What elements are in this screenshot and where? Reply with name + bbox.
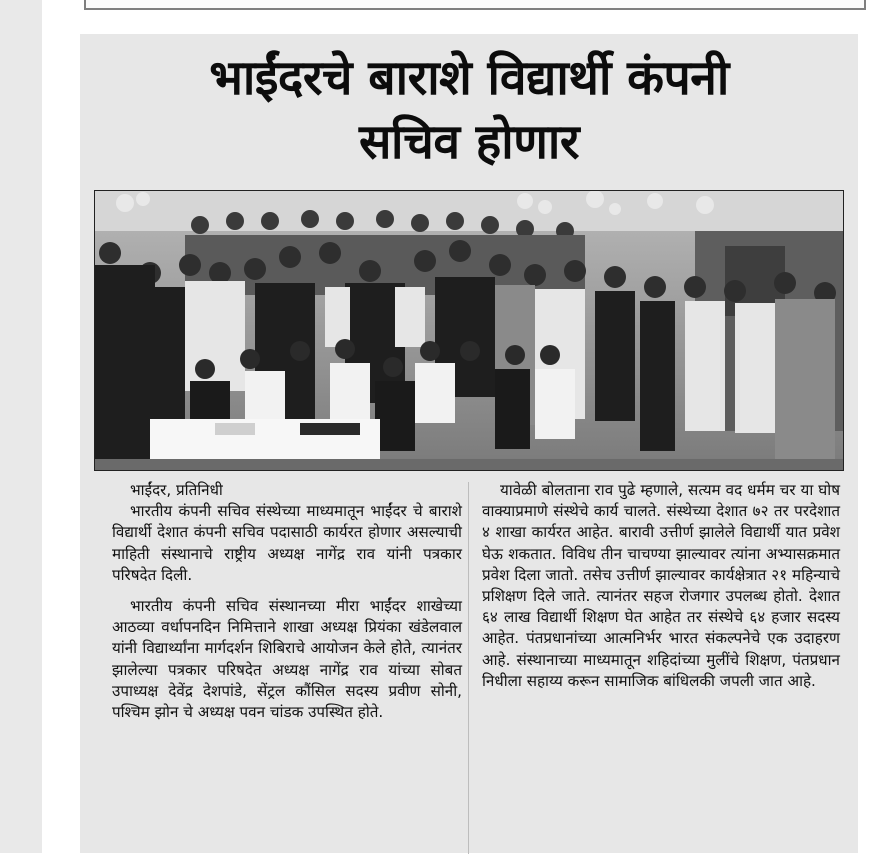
group-photo — [94, 190, 844, 471]
headline-line-2: सचिव होणार — [359, 114, 579, 170]
headline-line-1: भाईंदरचे बाराशे विद्यार्थी कंपनी — [209, 50, 729, 106]
article-paragraph: भारतीय कंपनी सचिव संस्थानच्या मीरा भाईंदर शाखेच्या आठव्या वर्धापनदिन निमित्ताने शाखा अध्यक्ष प्रियंका खंडेलवाल यांनी विद्यार्थ्यांना मार्गदर्शन शिबिराचे आयोजन केले होते, त्यानंतर झालेल्या पत्रकार परिषदेत अध्यक्ष नागेंद्र राव यांच्या सोबत उपाध्यक्ष देवेंद्र देशपांडे, सेंट्रल कौंसिल सदस्य प्रवीण सोनी, पश्चिम झोन चे अध्यक्ष पवन चांडक उपस्थित होते. — [112, 597, 462, 722]
article-paragraph: यावेळी बोलताना राव पुढे म्हणाले, सत्यम वद धर्मम चर या घोष वाक्याप्रमाणे संस्थेचे कार्य चालते. संस्थेच्या देशात ७२ तर परदेशात ४ शाखा कार्यरत आहेत. बारावी उत्तीर्ण झालेले विद्यार्थी यात प्रवेश घेऊ शकतात. विविध तीन चाचण्या झाल्यावर त्यांना अभ्यासक्रमात प्रवेश दिला जातो. तसेच उत्तीर्ण झाल्यावर कार्यक्षेत्रात २१ महिन्याचे प्रशिक्षण दिले जाते. त्यानंतर सहज रोजगार उपलब्ध होतो. देशात ६४ लाख विद्यार्थी शिक्षण घेत आहेत तर संस्थेचे ६४ हजार सदस्य आहेत. पंतप्रधानांच्या आत्मनिर्भर भारत संकल्पनेचे एक उदाहरण आहे. संस्थानाच्या माध्यमातून शहिदांच्या मुलींचे शिक्षण, पंतप्रधान निधीला सहाय्य करून सामाजिक बांधिलकी जपली जात आहे. — [482, 481, 840, 690]
article-headline — [80, 46, 858, 174]
previous-clipping-border — [84, 0, 866, 10]
group-photo-icon — [95, 191, 843, 470]
newspaper-clipping — [80, 34, 858, 853]
column-divider — [468, 482, 469, 854]
article-paragraph: भारतीय कंपनी सचिव संस्थेच्या माध्यमातून भाईंदर चे बाराशे विद्यार्थी देशात कंपनी सचिव पदासाठी कार्यरत होणार असल्याची माहिती संस्थानाचे राष्ट्रीय अध्यक्ष नागेंद्र राव यांनी पत्रकार परिषदेत दिली. — [112, 502, 462, 584]
article-column-left — [112, 480, 462, 723]
article-column-right — [482, 480, 840, 692]
article-byline: भाईंदर, प्रतिनिधी — [130, 481, 223, 499]
page-margin-strip — [0, 0, 42, 853]
